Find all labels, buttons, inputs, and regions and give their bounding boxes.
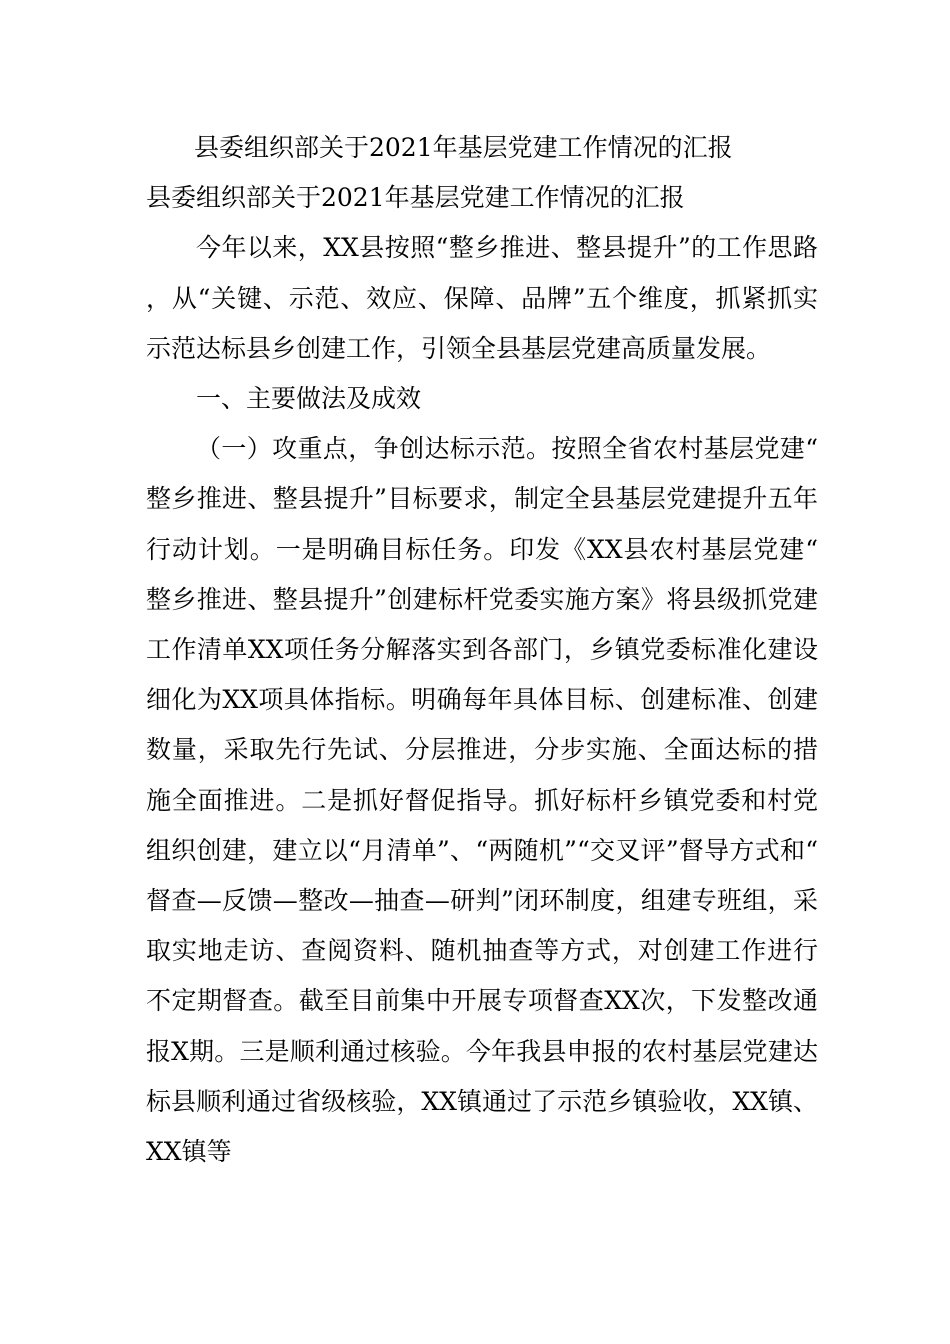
document-title-repeated: 县委组织部关于2021年基层党建工作情况的汇报 — [146, 183, 685, 213]
intro-paragraph: 今年以来，XX县按照“整乡推进、整县提升”的工作思路，从“关键、示范、效应、保障、品牌”五个维度，抓紧抓实示范达标县乡创建工作，引领全县基层党建高质量发展。 — [146, 233, 818, 363]
document-title: 县委组织部关于2021年基层党建工作情况的汇报 — [194, 133, 733, 162]
document-body — [146, 123, 818, 1177]
section-heading-main-practices: 一、主要做法及成效 — [196, 384, 422, 414]
section-paragraph-key-points: （一）攻重点，争创达标示范。按照全省农村基层党建“整乡推进、整县提升”目标要求，制定全县基层党建提升五年行动计划。一是明确目标任务。印发《XX县农村基层党建“整乡推进、整县提升”创建标杆党委实施方案》将县级抓党建工作清单XX项任务分解落实到各部门，乡镇党委标准化建设细化为XX项具体指标。明确每年具体目标、创建标准、创建数量，采取先行先试、分层推进，分步实施、全面达标的措施全面推进。二是抓好督促指导。抓好标杆乡镇党委和村党组织创建，建立以“月清单”、“两随机”“交叉评”督导方式和“督查—反馈—整改—抽查—研判”闭环制度，组建专班组，采取实地走访、查阅资料、随机抽查等方式，对创建工作进行不定期督查。截至目前集中开展专项督查XX次，下发整改通报X期。三是顺利通过核验。今年我县申报的农村基层党建达标县顺利通过省级核验，XX镇通过了示范乡镇验收，XX镇、XX镇等 — [146, 434, 818, 1167]
